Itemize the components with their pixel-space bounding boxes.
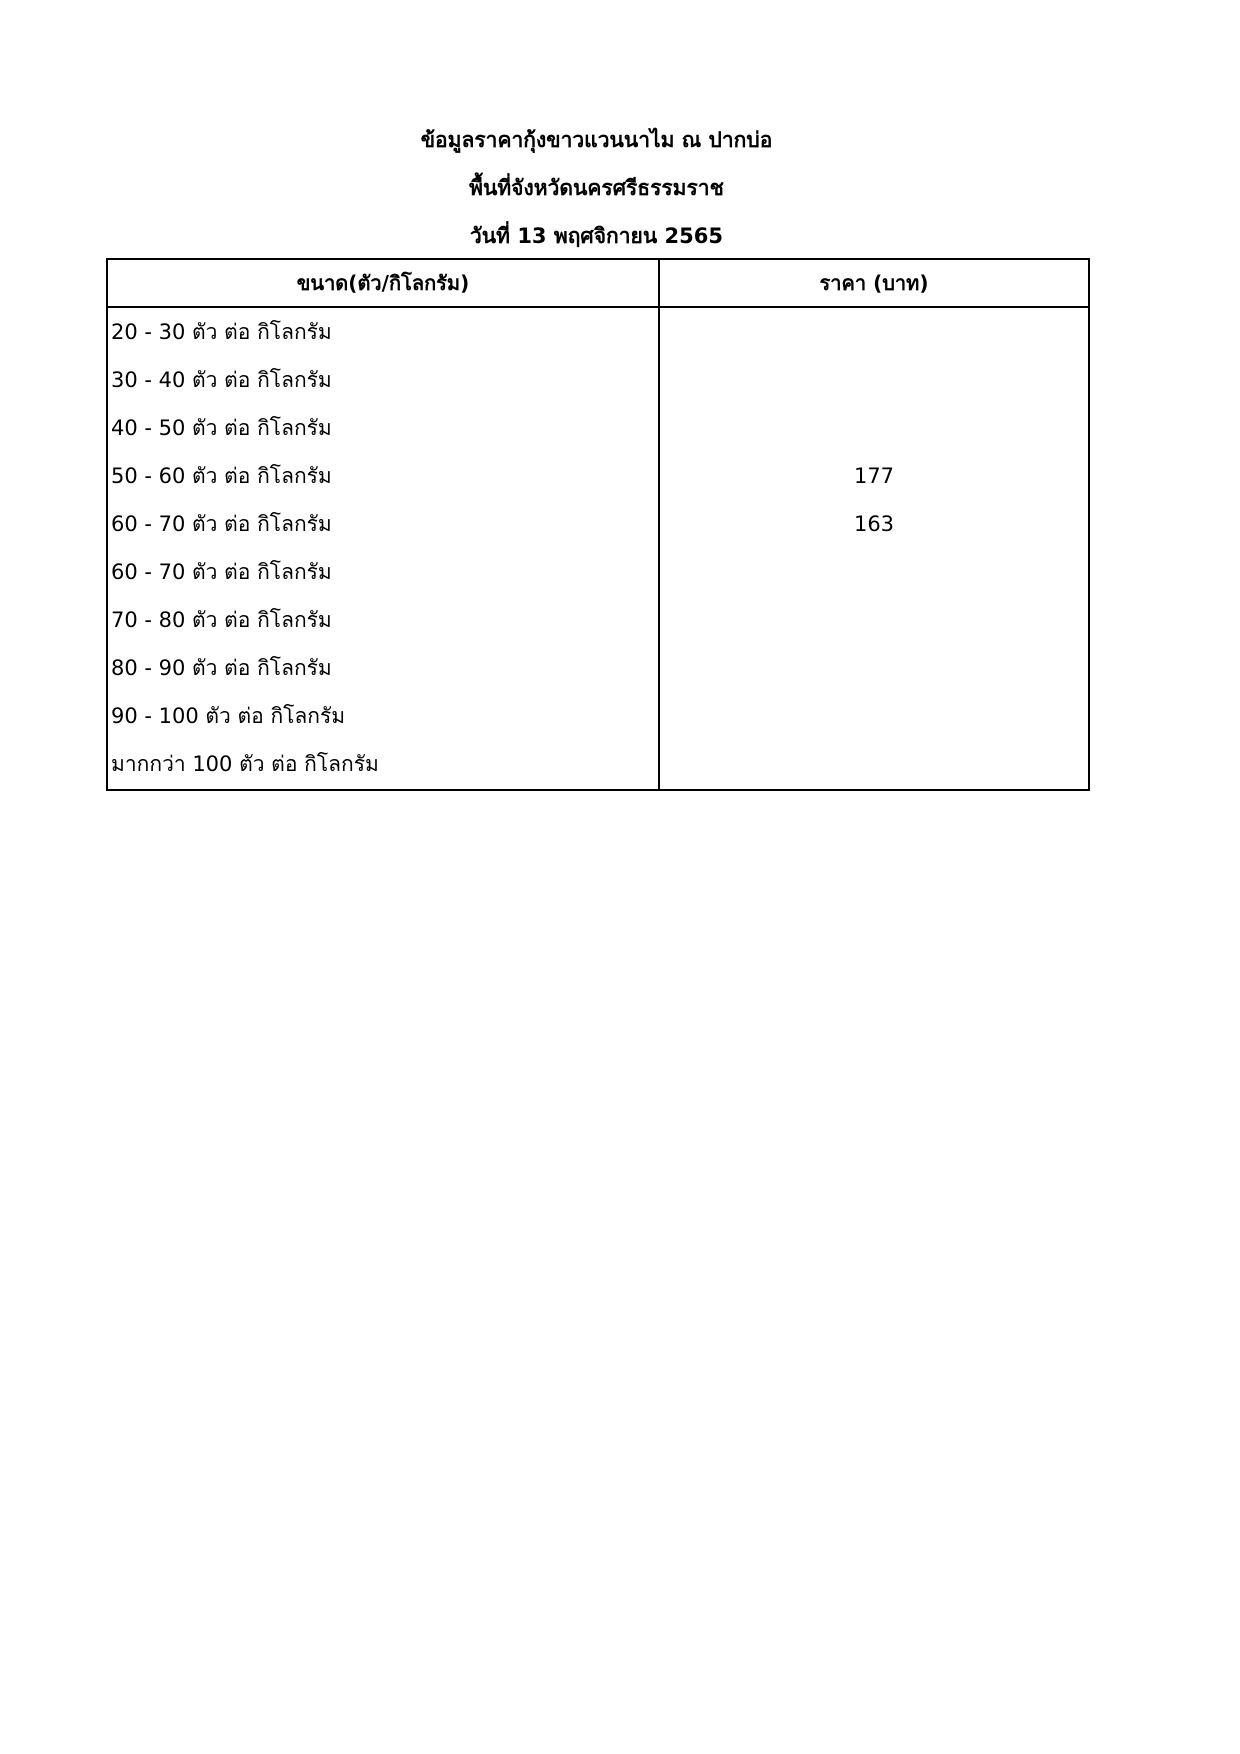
size-cell: 30 - 40 ตัว ต่อ กิโลกรัม [107, 356, 659, 404]
size-cell: 20 - 30 ตัว ต่อ กิโลกรัม [107, 307, 659, 356]
price-cell [659, 741, 1089, 790]
table-row [107, 452, 1089, 500]
size-cell: 40 - 50 ตัว ต่อ กิโลกรัม [107, 404, 659, 452]
size-cell: 90 - 100 ตัว ต่อ กิโลกรัม [107, 693, 659, 741]
table-row [107, 500, 1089, 548]
shrimp-price-table [106, 258, 1090, 791]
size-cell: 50 - 60 ตัว ต่อ กิโลกรัม [107, 452, 659, 500]
table-row [107, 597, 1089, 645]
price-cell [659, 693, 1089, 741]
column-header-size: ขนาด(ตัว/กิโลกรัม) [107, 259, 659, 307]
price-cell [659, 356, 1089, 404]
column-header-price: ราคา (บาท) [659, 259, 1089, 307]
date-line: วันที่ 13 พฤศจิกายน 2565 [470, 224, 723, 248]
document-header [0, 116, 1193, 260]
price-cell [659, 645, 1089, 693]
price-cell [659, 307, 1089, 356]
region-subtitle: พื้นที่จังหวัดนครศรีธรรมราช [469, 176, 724, 200]
table-row [107, 307, 1089, 356]
price-cell [659, 597, 1089, 645]
table-row [107, 356, 1089, 404]
price-cell: 177 [659, 452, 1089, 500]
size-cell: 70 - 80 ตัว ต่อ กิโลกรัม [107, 597, 659, 645]
size-cell: 80 - 90 ตัว ต่อ กิโลกรัม [107, 645, 659, 693]
table-row [107, 741, 1089, 790]
size-cell: 60 - 70 ตัว ต่อ กิโลกรัม [107, 548, 659, 596]
table-row [107, 645, 1089, 693]
table-header-row [107, 259, 1089, 307]
table-row [107, 548, 1089, 596]
table-row [107, 404, 1089, 452]
price-cell [659, 548, 1089, 596]
price-cell: 163 [659, 500, 1089, 548]
page-title: ข้อมูลราคากุ้งขาวแวนนาไม ณ ปากบ่อ [420, 128, 773, 152]
size-cell: 60 - 70 ตัว ต่อ กิโลกรัม [107, 500, 659, 548]
size-cell: มากกว่า 100 ตัว ต่อ กิโลกรัม [107, 741, 659, 790]
table-row [107, 693, 1089, 741]
price-cell [659, 404, 1089, 452]
